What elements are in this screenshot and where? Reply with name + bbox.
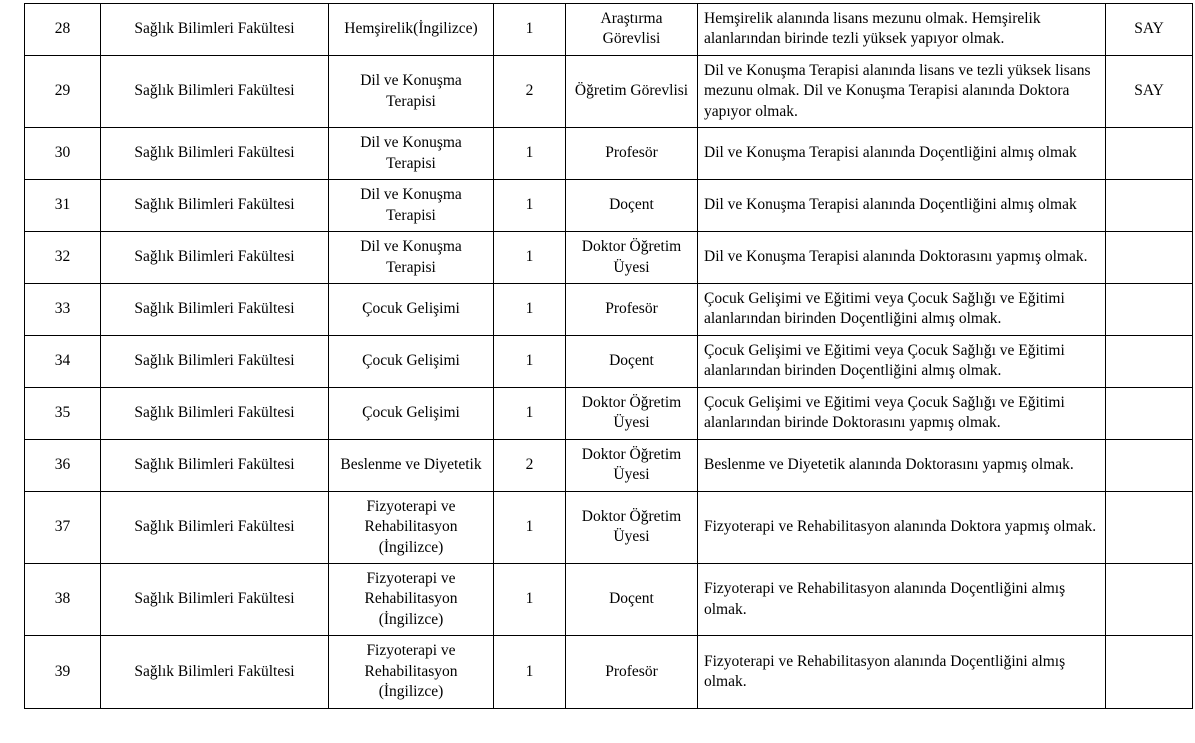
- quantity-cell-text: 2: [525, 455, 534, 473]
- academic-title-cell: [566, 232, 698, 284]
- description-cell: [698, 128, 1106, 180]
- row-number-cell-text: 30: [54, 144, 71, 162]
- row-number-cell: [25, 180, 101, 232]
- academic-title-cell: [566, 636, 698, 708]
- unit-cell: [101, 439, 329, 491]
- department-cell-text: Çocuk Gelişimi: [362, 300, 460, 318]
- quantity-cell-text: 1: [525, 404, 534, 422]
- unit-cell-text: Sağlık Bilimleri Fakültesi: [134, 518, 295, 536]
- academic-title-cell-text: Doktor Öğretim Üyesi: [581, 445, 682, 484]
- academic-title-cell: [566, 387, 698, 439]
- exam-type-cell-text: SAY: [1134, 20, 1164, 38]
- department-cell-text: Çocuk Gelişimi: [362, 352, 460, 370]
- row-number-cell-text: 34: [54, 352, 71, 370]
- row-number-cell: [25, 283, 101, 335]
- quantity-cell-text: 1: [525, 20, 534, 38]
- academic-positions-table: [24, 3, 1193, 709]
- row-number-cell-text: 31: [54, 196, 71, 214]
- academic-title-cell: [566, 491, 698, 563]
- unit-cell: [101, 283, 329, 335]
- table-row: [25, 439, 1193, 491]
- academic-title-cell-text: Profesör: [605, 662, 658, 680]
- department-cell: [329, 55, 494, 127]
- table-body: [25, 4, 1193, 709]
- unit-cell: [101, 232, 329, 284]
- description-cell-text: Fizyoterapi ve Rehabilitasyon alanında Doçentliğini almış olmak.: [704, 652, 1066, 690]
- table-row: [25, 232, 1193, 284]
- department-cell: [329, 283, 494, 335]
- unit-cell-text: Sağlık Bilimleri Fakültesi: [134, 248, 295, 266]
- table-row: [25, 387, 1193, 439]
- row-number-cell-text: 36: [54, 455, 71, 473]
- department-cell: [329, 335, 494, 387]
- department-cell-text: Dil ve Konuşma Terapisi: [360, 134, 462, 172]
- academic-title-cell: [566, 563, 698, 635]
- description-cell-text: Hemşirelik alanında lisans mezunu olmak. Hemşirelik alanlarından birinde tezli yüksek yapıyor olmak.: [704, 10, 1041, 48]
- exam-type-cell: [1106, 128, 1193, 180]
- academic-title-cell: [566, 4, 698, 56]
- row-number-cell: [25, 439, 101, 491]
- unit-cell: [101, 55, 329, 127]
- department-cell-text: Beslenme ve Diyetetik: [340, 455, 482, 473]
- quantity-cell-text: 1: [525, 144, 534, 162]
- description-cell: [698, 283, 1106, 335]
- academic-title-cell: [566, 128, 698, 180]
- academic-title-cell-text: Profesör: [605, 144, 658, 162]
- department-cell-text: Dil ve Konuşma Terapisi: [360, 72, 462, 110]
- table-row: [25, 4, 1193, 56]
- quantity-cell: [494, 128, 566, 180]
- department-cell: [329, 180, 494, 232]
- table-row: [25, 180, 1193, 232]
- row-number-cell: [25, 232, 101, 284]
- description-cell-text: Dil ve Konuşma Terapisi alanında Doçentliğini almış olmak: [704, 196, 1077, 214]
- row-number-cell: [25, 335, 101, 387]
- table-row: [25, 491, 1193, 563]
- department-cell-text: Fizyoterapi ve Rehabilitasyon (İngilizce): [364, 642, 458, 701]
- academic-title-cell-text: Doçent: [609, 590, 654, 608]
- quantity-cell: [494, 180, 566, 232]
- description-cell-text: Fizyoterapi ve Rehabilitasyon alanında Doktora yapmış olmak.: [704, 518, 1097, 536]
- quantity-cell-text: 1: [525, 300, 534, 318]
- department-cell-text: Dil ve Konuşma Terapisi: [360, 186, 462, 224]
- unit-cell-text: Sağlık Bilimleri Fakültesi: [134, 144, 295, 162]
- quantity-cell-text: 1: [525, 248, 534, 266]
- table-row: [25, 335, 1193, 387]
- quantity-cell: [494, 55, 566, 127]
- academic-title-cell-text: Öğretim Görevlisi: [574, 82, 689, 100]
- academic-title-cell: [566, 283, 698, 335]
- row-number-cell: [25, 491, 101, 563]
- description-cell: [698, 491, 1106, 563]
- unit-cell-text: Sağlık Bilimleri Fakültesi: [134, 662, 295, 680]
- department-cell-text: Hemşirelik(İngilizce): [344, 20, 478, 38]
- description-cell-text: Çocuk Gelişimi ve Eğitimi veya Çocuk Sağlığı ve Eğitimi alanlarından birinden Doçentliğini almış olmak.: [704, 289, 1065, 328]
- unit-cell: [101, 180, 329, 232]
- document-page: [0, 3, 1195, 743]
- description-cell-text: Beslenme ve Diyetetik alanında Doktorasını yapmış olmak.: [704, 455, 1074, 473]
- academic-title-cell-text: Profesör: [605, 300, 658, 318]
- quantity-cell: [494, 335, 566, 387]
- description-cell: [698, 232, 1106, 284]
- department-cell: [329, 387, 494, 439]
- quantity-cell: [494, 439, 566, 491]
- department-cell: [329, 491, 494, 563]
- department-cell-text: Dil ve Konuşma Terapisi: [360, 238, 462, 276]
- department-cell-text: Fizyoterapi ve Rehabilitasyon (İngilizce): [364, 497, 458, 556]
- description-cell: [698, 563, 1106, 635]
- department-cell-text: Fizyoterapi ve Rehabilitasyon (İngilizce): [364, 569, 458, 628]
- academic-title-cell: [566, 55, 698, 127]
- quantity-cell-text: 2: [525, 82, 534, 100]
- exam-type-cell: [1106, 387, 1193, 439]
- description-cell: [698, 335, 1106, 387]
- unit-cell-text: Sağlık Bilimleri Fakültesi: [134, 196, 295, 214]
- exam-type-cell-text: SAY: [1134, 82, 1164, 100]
- row-number-cell: [25, 55, 101, 127]
- unit-cell-text: Sağlık Bilimleri Fakültesi: [134, 404, 295, 422]
- row-number-cell: [25, 128, 101, 180]
- row-number-cell: [25, 563, 101, 635]
- description-cell: [698, 55, 1106, 127]
- exam-type-cell: [1106, 439, 1193, 491]
- row-number-cell: [25, 4, 101, 56]
- unit-cell: [101, 636, 329, 708]
- description-cell: [698, 387, 1106, 439]
- academic-title-cell: [566, 335, 698, 387]
- unit-cell: [101, 387, 329, 439]
- unit-cell: [101, 128, 329, 180]
- description-cell: [698, 439, 1106, 491]
- description-cell: [698, 4, 1106, 56]
- row-number-cell-text: 39: [54, 662, 71, 680]
- row-number-cell-text: 33: [54, 300, 71, 318]
- department-cell: [329, 4, 494, 56]
- exam-type-cell: [1106, 55, 1193, 127]
- academic-title-cell: [566, 439, 698, 491]
- quantity-cell-text: 1: [525, 662, 534, 680]
- unit-cell: [101, 491, 329, 563]
- table-row: [25, 55, 1193, 127]
- quantity-cell-text: 1: [525, 590, 534, 608]
- description-cell-text: Dil ve Konuşma Terapisi alanında Doçentliğini almış olmak: [704, 144, 1077, 162]
- row-number-cell-text: 28: [54, 20, 71, 38]
- description-cell-text: Çocuk Gelişimi ve Eğitimi veya Çocuk Sağlığı ve Eğitimi alanlarından birinde Doktorasını yapmış olmak.: [704, 393, 1065, 432]
- quantity-cell-text: 1: [525, 196, 534, 214]
- description-cell: [698, 180, 1106, 232]
- unit-cell-text: Sağlık Bilimleri Fakültesi: [134, 352, 295, 370]
- unit-cell-text: Sağlık Bilimleri Fakültesi: [134, 20, 295, 38]
- department-cell-text: Çocuk Gelişimi: [362, 404, 460, 422]
- table-row: [25, 128, 1193, 180]
- description-cell: [698, 636, 1106, 708]
- quantity-cell: [494, 636, 566, 708]
- exam-type-cell: [1106, 4, 1193, 56]
- academic-title-cell-text: Araştırma Görevlisi: [600, 10, 663, 48]
- quantity-cell: [494, 491, 566, 563]
- description-cell-text: Dil ve Konuşma Terapisi alanında Doktorasını yapmış olmak.: [704, 248, 1088, 266]
- exam-type-cell: [1106, 636, 1193, 708]
- quantity-cell: [494, 283, 566, 335]
- description-cell-text: Çocuk Gelişimi ve Eğitimi veya Çocuk Sağlığı ve Eğitimi alanlarından birinden Doçentliğini almış olmak.: [704, 341, 1065, 380]
- unit-cell: [101, 563, 329, 635]
- quantity-cell: [494, 232, 566, 284]
- department-cell: [329, 439, 494, 491]
- row-number-cell-text: 38: [54, 590, 71, 608]
- unit-cell: [101, 335, 329, 387]
- exam-type-cell: [1106, 335, 1193, 387]
- row-number-cell: [25, 636, 101, 708]
- row-number-cell: [25, 387, 101, 439]
- exam-type-cell: [1106, 283, 1193, 335]
- table-row: [25, 283, 1193, 335]
- academic-title-cell-text: Doktor Öğretim Üyesi: [581, 507, 682, 546]
- unit-cell-text: Sağlık Bilimleri Fakültesi: [134, 300, 295, 318]
- academic-title-cell-text: Doçent: [609, 352, 654, 370]
- unit-cell-text: Sağlık Bilimleri Fakültesi: [134, 590, 295, 608]
- table-row: [25, 636, 1193, 708]
- unit-cell-text: Sağlık Bilimleri Fakültesi: [134, 455, 295, 473]
- exam-type-cell: [1106, 180, 1193, 232]
- department-cell: [329, 232, 494, 284]
- exam-type-cell: [1106, 563, 1193, 635]
- row-number-cell-text: 32: [54, 248, 71, 266]
- unit-cell-text: Sağlık Bilimleri Fakültesi: [134, 82, 295, 100]
- unit-cell: [101, 4, 329, 56]
- department-cell: [329, 636, 494, 708]
- quantity-cell: [494, 563, 566, 635]
- quantity-cell: [494, 387, 566, 439]
- academic-title-cell: [566, 180, 698, 232]
- department-cell: [329, 128, 494, 180]
- academic-title-cell-text: Doktor Öğretim Üyesi: [581, 238, 682, 276]
- academic-title-cell-text: Doktor Öğretim Üyesi: [581, 393, 682, 432]
- table-row: [25, 563, 1193, 635]
- exam-type-cell: [1106, 232, 1193, 284]
- academic-title-cell-text: Doçent: [609, 196, 654, 214]
- description-cell-text: Dil ve Konuşma Terapisi alanında lisans ve tezli yüksek lisans mezunu olmak. Dil ve Konuşma Terapisi alanında Doktora yapıyor olmak.: [704, 61, 1091, 120]
- quantity-cell-text: 1: [525, 352, 534, 370]
- department-cell: [329, 563, 494, 635]
- description-cell-text: Fizyoterapi ve Rehabilitasyon alanında Doçentliğini almış olmak.: [704, 580, 1066, 618]
- row-number-cell-text: 29: [54, 82, 71, 100]
- quantity-cell: [494, 4, 566, 56]
- quantity-cell-text: 1: [525, 518, 534, 536]
- exam-type-cell: [1106, 491, 1193, 563]
- row-number-cell-text: 35: [54, 404, 71, 422]
- row-number-cell-text: 37: [54, 518, 71, 536]
